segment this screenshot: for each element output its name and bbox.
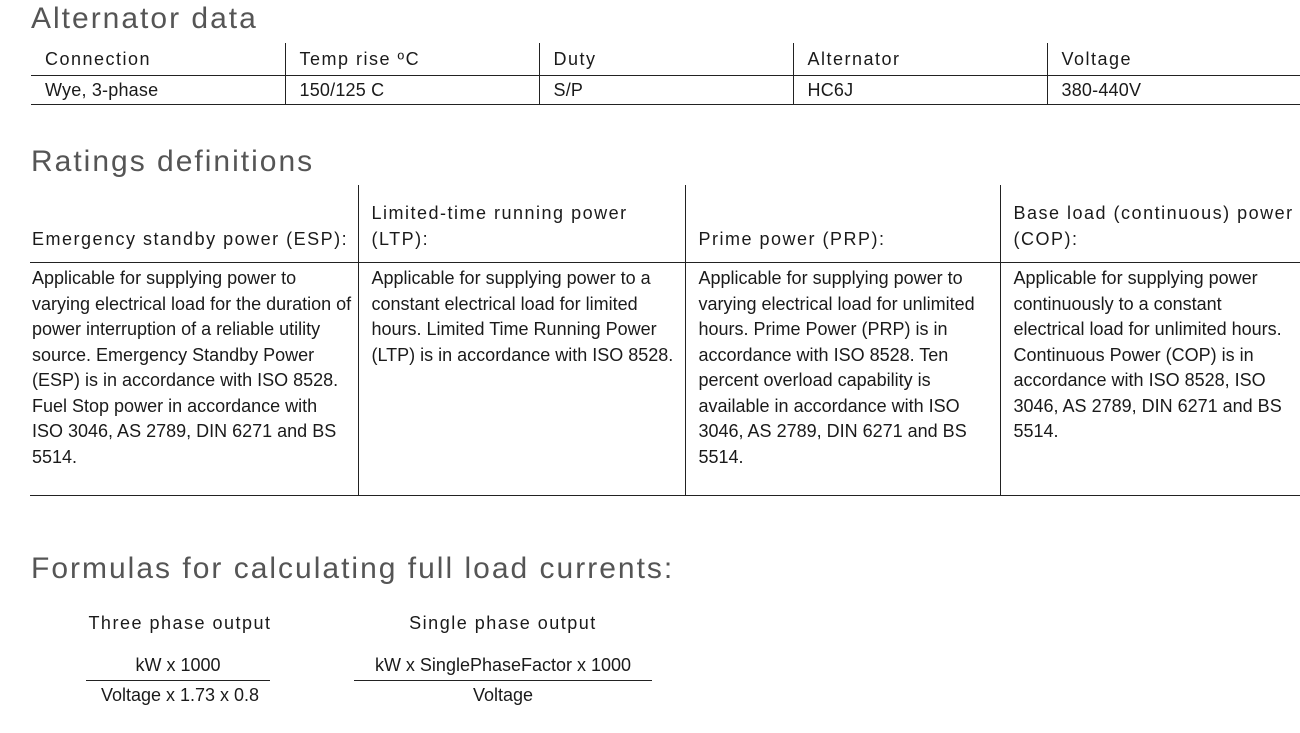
header-prp: Prime power (PRP): bbox=[685, 185, 1000, 263]
cell-voltage: 380-440V bbox=[1047, 76, 1300, 105]
cell-duty: S/P bbox=[539, 76, 793, 105]
header-temp-rise: Temp rise ºC bbox=[285, 43, 539, 76]
single-phase-label: Single phase output bbox=[409, 613, 597, 633]
three-phase-formula bbox=[80, 608, 280, 709]
header-duty: Duty bbox=[539, 43, 793, 76]
header-ltp: Limited-time running power (LTP): bbox=[358, 185, 685, 263]
three-phase-denominator: Voltage x 1.73 x 0.8 bbox=[100, 685, 260, 705]
description-cop: Applicable for supplying power continuously to a constant electrical load for unlimited hours. Continuous Power (COP) is in accordance with ISO 8528, ISO 3046, AS 2789, DIN 6271 and BS 5514. bbox=[1000, 263, 1300, 496]
table-row bbox=[31, 76, 1300, 105]
description-ltp: Applicable for supplying power to a constant electrical load for limited hours. Limited Time Running Power (LTP) is in accordance with ISO 8528. bbox=[358, 263, 685, 496]
alternator-header-row bbox=[31, 43, 1300, 76]
description-prp: Applicable for supplying power to varying electrical load for unlimited hours. Prime Power (PRP) is in accordance with ISO 8528. Ten percent overload capability is available in accordance with ISO 3046, AS 2789, DIN 6271 and BS 5514. bbox=[685, 263, 1000, 496]
header-voltage: Voltage bbox=[1047, 43, 1300, 76]
single-phase-numerator: kW x SinglePhaseFactor x 1000 bbox=[354, 653, 652, 681]
cell-alternator: HC6J bbox=[793, 76, 1047, 105]
alternator-data-title: Alternator data bbox=[31, 2, 258, 35]
cell-connection: Wye, 3-phase bbox=[45, 80, 159, 100]
ratings-header-row bbox=[30, 185, 1300, 263]
single-phase-formula bbox=[354, 608, 652, 709]
header-cop: Base load (continuous) power (COP): bbox=[1000, 185, 1300, 263]
header-connection: Connection bbox=[31, 43, 285, 76]
description-esp: Applicable for supplying power to varying electrical load for the duration of power interruption of a reliable utility source. Emergency Standby Power (ESP) is in accordance with ISO 8528. Fuel Stop power in accordance with ISO 3046, AS 2789, DIN 6271 and BS 5514. bbox=[30, 263, 358, 496]
alternator-data-table bbox=[31, 43, 1300, 105]
header-alternator: Alternator bbox=[793, 43, 1047, 76]
ratings-definitions-title: Ratings definitions bbox=[31, 145, 315, 178]
ratings-definitions-table bbox=[30, 185, 1300, 496]
formulas-title: Formulas for calculating full load currents: bbox=[31, 552, 675, 585]
header-esp: Emergency standby power (ESP): bbox=[30, 185, 358, 263]
cell-temp-rise: 150/125 C bbox=[285, 76, 539, 105]
single-phase-denominator: Voltage bbox=[472, 685, 534, 705]
table-row bbox=[30, 263, 1300, 496]
three-phase-numerator: kW x 1000 bbox=[86, 653, 270, 681]
three-phase-label: Three phase output bbox=[88, 613, 272, 633]
